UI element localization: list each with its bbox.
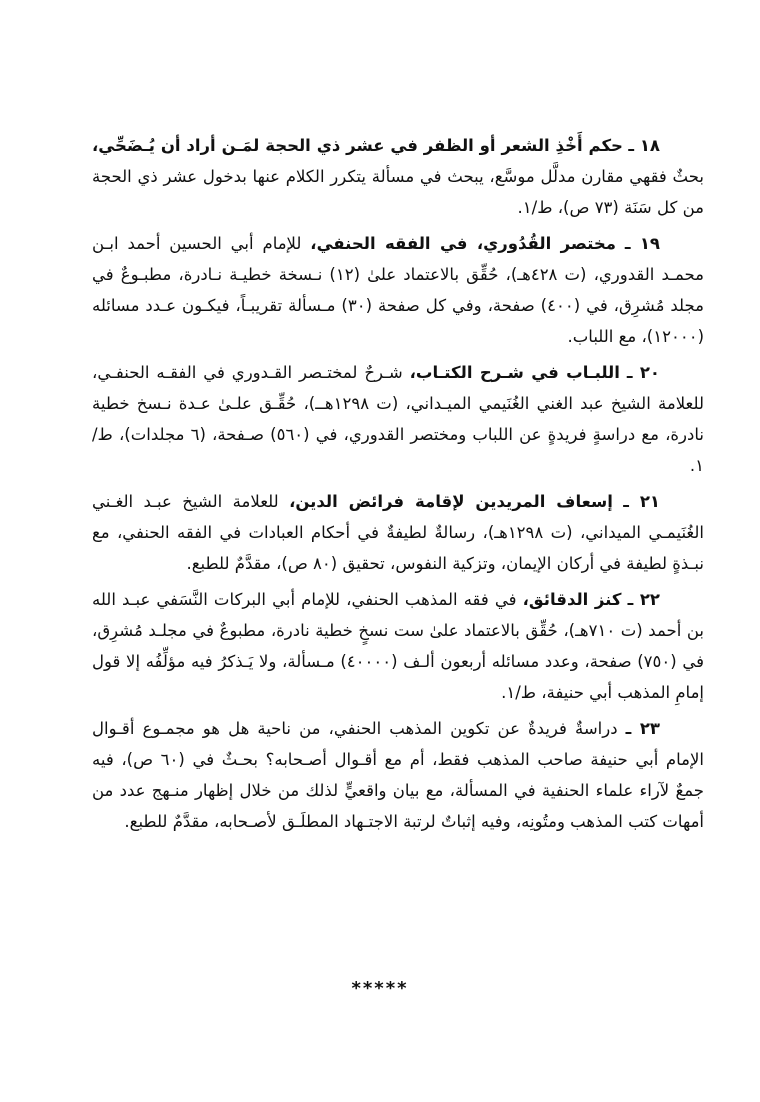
document-page bbox=[92, 130, 704, 842]
list-entry-19 bbox=[92, 228, 704, 352]
entry-number: ١٨ ـ bbox=[628, 136, 660, 155]
entry-title: كنز الدقائق، bbox=[522, 590, 622, 609]
entry-body: دراسةٌ فريدةٌ عن تكوين المذهب الحنفي، من ناحية هل هو مجمـوع أقـوال الإمام أبي حنيفة صاحب المذهب فقط، أم مع أقـوال أصـحابه؟ بحـثٌ في (٦٠ ص)، فيه جمعٌ لآراء علماء الحنفية في المسألة، مع بيان واقعيٍّ لذلك من خلال إظهار منـهج عدد من أمهات كتب المذهب ومتُونِه، وفيه إثباتٌ لرتبة الاجتـهاد المطلَـق لأصـحابه، مقدَّمٌ للطبع. bbox=[92, 719, 704, 831]
entry-number: ١٩ ـ bbox=[624, 234, 660, 253]
entry-title: حكم أَخْذِ الشعر أو الظفر في عشر ذي الحجة لمَـن أراد أن يُـضَحِّي، bbox=[92, 136, 623, 155]
entry-number: ٢٢ ـ bbox=[627, 590, 660, 609]
entry-body: للعلامة الشيخ عبـد الغـني الغُنَيمـي الميداني، (ت ١٢٩٨هـ)، رسالةٌ لطيفةٌ في أحكام العبادات في الفقه الحنفي، مع نبـذةٍ لطيفة في أركان الإيمان، وتزكية النفوس، تحقيق (٨٠ ص)، مقدَّمٌ للطبع. bbox=[92, 492, 704, 573]
entry-body: للإمام أبي الحسين أحمد ابـن محمـد القدوري، (ت ٤٢٨هـ)، حُقِّق بالاعتماد علىٰ (١٢) نـسخة خطيـة نـادرة، مطبـوعٌ في مجلد مُشرِق، في (٤٠٠) صفحة، وفي كل صفحة (٣٠) مـسألة تقريبـاً، فيكـون عـدد مسائله (١٢٠٠٠)، مع اللباب. bbox=[92, 234, 705, 346]
section-separator: ***** bbox=[351, 978, 409, 999]
entry-number: ٢١ ـ bbox=[623, 492, 660, 511]
entry-body: بحثٌ فقهي مقارن مدلَّل موسَّع، يبحث في مسألة يتكرر الكلام عنها بدخول عشر ذي الحجة من كل سَنَة (٧٣ ص)، ط/١. bbox=[92, 167, 704, 217]
entry-title: مختصر القُدُوري، في الفقه الحنفي، bbox=[310, 234, 616, 253]
entry-body: شـرحٌ لمختـصر القـدوري في الفقـه الحنفـي، للعلامة الشيخ عبد الغني الغُنَيمي الميـداني، (ت ١٢٩٨هــ)، حُقِّـق علـىٰ عـدة نـسخ خطية نادرة، مع دراسةٍ فريدةٍ عن اللباب ومختصر القدوري، في (٥٦٠) صـفحة، (٦ مجلدات)، ط/١. bbox=[92, 363, 704, 475]
entry-title: اللبـاب في شـرح الكتـاب، bbox=[409, 363, 620, 382]
list-entry-20 bbox=[92, 357, 704, 481]
list-entry-23 bbox=[92, 713, 704, 837]
list-entry-18 bbox=[92, 130, 704, 223]
list-entry-22 bbox=[92, 584, 704, 708]
entry-number: ٢٣ ـ bbox=[625, 719, 660, 738]
entry-title: إسعاف المريدين لإقامة فرائض الدين، bbox=[289, 492, 613, 511]
list-entry-21 bbox=[92, 486, 704, 579]
entry-body: في فقه المذهب الحنفي، للإمام أبي البركات النَّسَفي عبـد الله بن أحمد (ت ٧١٠هـ)، حُقِّق بالاعتماد علىٰ ست نسخٍ خطية نادرة، مطبوعٌ في مجلـد مُشرِق، في (٧٥٠) صفحة، وعدد مسائله أربعون ألـف (٤٠٠٠٠) مـسألة، ولا يَـذكرُ فيه مؤلِّفُه إلا قول إمامِ المذهب أبي حنيفة، ط/١. bbox=[92, 590, 704, 702]
entry-number: ٢٠ ـ bbox=[626, 363, 660, 382]
